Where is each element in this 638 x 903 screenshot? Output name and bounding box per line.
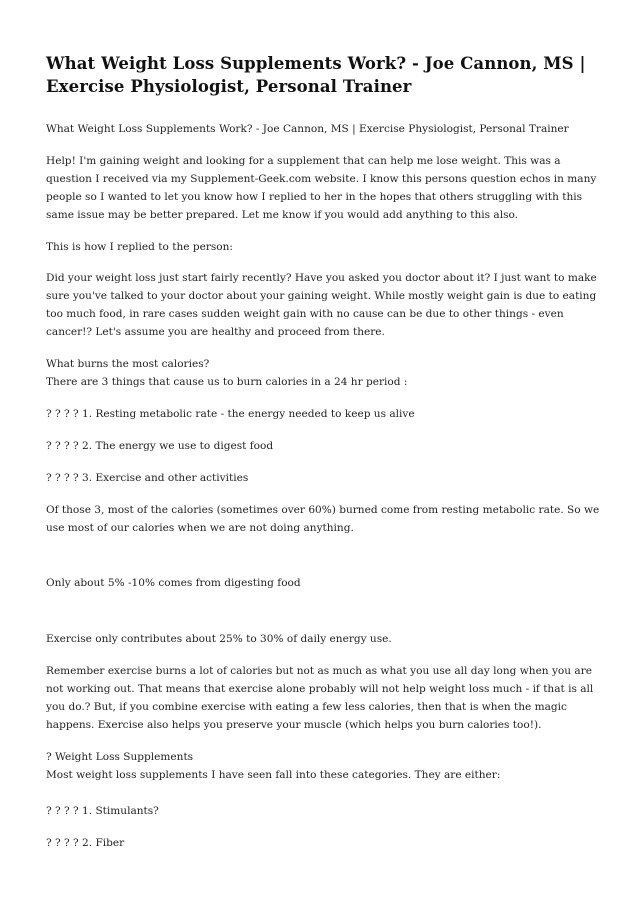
supplements-heading: ? Weight Loss Supplements (46, 750, 194, 763)
remember-paragraph: Remember exercise burns a lot of calories but not as much as what you use all day long when you are not working out. That means that exercise alone probably will not help weight loss much - if that is all you do.? But, if you combine exercise with eating a few less calories, then that is when the magic happens. Exercise also helps you preserve your muscle (which helps you burn calories too!). (46, 665, 594, 731)
list-item-resting-metabolic: ? ? ? ? 1. Resting metabolic rate - the energy needed to keep us alive (46, 407, 415, 420)
document-title: What Weight Loss Supplements Work? - Joe Cannon, MS | Exercise Physiologist, Personal Trainer (46, 54, 586, 96)
list-item-exercise: ? ? ? ? 3. Exercise and other activities (46, 471, 249, 484)
document-body (46, 121, 602, 866)
doctor-paragraph: Did your weight loss just start fairly recently? Have you asked you doctor about it? I just want to make sure you've talked to your doctor about your gaining weight. While mostly weight gain is due to eating too much food, in rare cases sudden weight gain with no cause can be due to other things - even cancer!? Let's assume you are healthy and proceed from there. (46, 272, 597, 339)
blank-space (46, 551, 602, 575)
blank-space (46, 607, 602, 631)
list-item-digest-food: ? ? ? ? 2. The energy we use to digest food (46, 439, 274, 452)
calories-question: What burns the most calories? (46, 358, 210, 371)
calories-answer: There are 3 things that cause us to burn calories in a 24 hr period : (46, 375, 408, 388)
intro-paragraph: Help! I'm gaining weight and looking for a supplement that can help me lose weight. This was a question I received via my Supplement-Geek.com website. I know this persons question echos in many people so I wanted to let you know how I replied to her in the hopes that others struggling with this same issue may be better prepared. Let me know if you would add anything to this also. (46, 154, 597, 221)
supplements-paragraph: Most weight loss supplements I have seen fall into these categories. They are either: (46, 768, 501, 781)
list-item-fiber: ? ? ? ? 2. Fiber (46, 836, 125, 849)
exercise-paragraph: Exercise only contributes about 25% to 30% of daily energy use. (46, 633, 392, 646)
subtitle-paragraph: What Weight Loss Supplements Work? - Joe Cannon, MS | Exercise Physiologist, Personal Trainer (46, 123, 569, 135)
list-item-stimulants: ? ? ? ? 1. Stimulants? (46, 804, 159, 817)
of-those-paragraph: Of those 3, most of the calories (sometimes over 60%) burned come from resting metabolic rate. So we use most of our calories when we are not doing anything. (46, 503, 600, 534)
digesting-paragraph: Only about 5% -10% comes from digesting food (46, 577, 301, 590)
replied-paragraph: This is how I replied to the person: (46, 240, 233, 253)
